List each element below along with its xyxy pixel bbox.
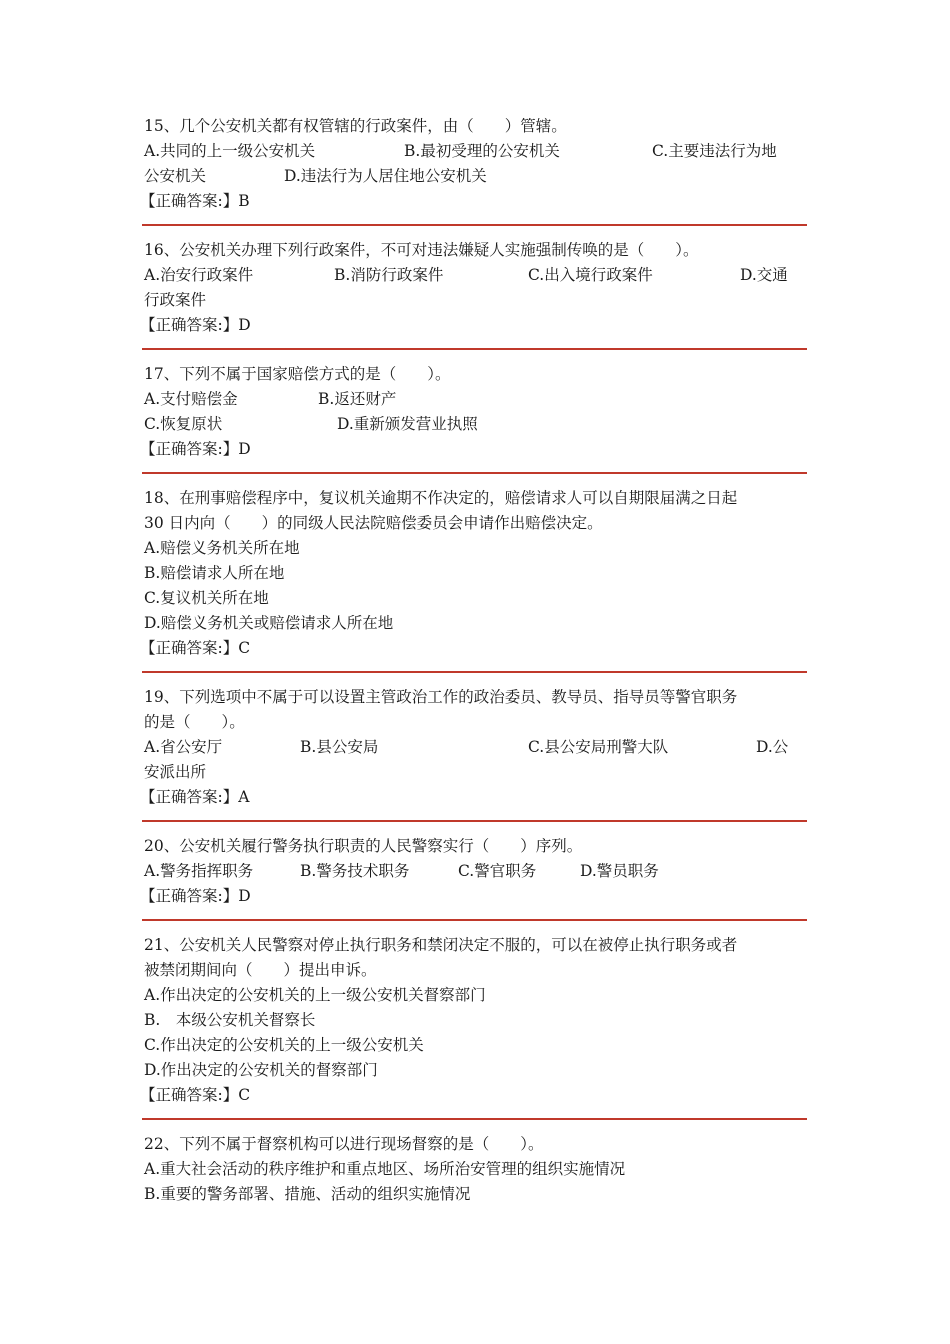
section-divider [142, 224, 807, 226]
answer-value: D [238, 887, 251, 905]
correct-answer [140, 636, 807, 661]
section-divider [142, 1118, 807, 1120]
option-text: D.赔偿义务机关或赔偿请求人所在地 [144, 614, 394, 632]
answer-label: 【正确答案:】 [140, 639, 239, 657]
question-stem: 16、公安机关办理下列行政案件，不可对违法嫌疑人实施强制传唤的是（ ）。 [144, 241, 699, 259]
option-text: D.交通 [740, 266, 788, 284]
question-stem: 17、下列不属于国家赔偿方式的是（ ）。 [144, 365, 451, 383]
option-text: C.作出决定的公安机关的上一级公安机关 [144, 1036, 424, 1054]
section-divider [142, 820, 807, 822]
option-row [144, 561, 807, 586]
option-text: A.作出决定的公安机关的上一级公安机关督察部门 [144, 986, 486, 1004]
question-15 [140, 114, 807, 226]
option-row [144, 859, 807, 884]
option-row [144, 1033, 807, 1058]
option-row [144, 735, 807, 760]
option-text: A.重大社会活动的秩序维护和重点地区、场所治安管理的组织实施情况 [144, 1160, 626, 1178]
question-stem: 22、下列不属于督察机构可以进行现场督察的是（ ）。 [144, 1135, 544, 1153]
option-row [144, 611, 807, 636]
answer-value: C [238, 639, 251, 657]
option-text: D.重新颁发营业执照 [337, 415, 478, 433]
option-row [144, 164, 807, 189]
question-stem: 19、下列选项中不属于可以设置主管政治工作的政治委员、教导员、指导员等警官职务 [144, 688, 738, 706]
question-stem: 被禁闭期间向（ ）提出申诉。 [144, 961, 377, 979]
option-text: A.赔偿义务机关所在地 [144, 539, 300, 557]
answer-value: A [238, 788, 250, 806]
question-17 [140, 362, 807, 474]
answer-label: 【正确答案:】 [140, 192, 239, 210]
option-text: A.支付赔偿金 [144, 390, 238, 408]
answer-label: 【正确答案:】 [140, 316, 239, 334]
option-text: 行政案件 [144, 291, 207, 309]
option-text: A.省公安厅 [144, 738, 223, 756]
correct-answer [140, 884, 807, 909]
section-divider [142, 348, 807, 350]
question-19 [140, 685, 807, 822]
option-row [144, 263, 807, 288]
option-text: B.返还财产 [318, 390, 397, 408]
option-text: 安派出所 [144, 763, 207, 781]
section-divider [142, 472, 807, 474]
option-text: B. 本级公安机关督察长 [144, 1011, 316, 1029]
option-row [144, 412, 807, 437]
question-16 [140, 238, 807, 350]
correct-answer [140, 313, 807, 338]
option-row [144, 1058, 807, 1083]
option-row [144, 983, 807, 1008]
option-text: A.警务指挥职务 [144, 862, 254, 880]
option-text: C.县公安局刑警大队 [528, 738, 669, 756]
answer-label: 【正确答案:】 [140, 440, 239, 458]
answer-value: D [238, 316, 251, 334]
answer-label: 【正确答案:】 [140, 887, 239, 905]
question-stem: 的是（ ）。 [144, 713, 245, 731]
option-text: C.复议机关所在地 [144, 589, 269, 607]
option-text: A.共同的上一级公安机关 [144, 142, 316, 160]
correct-answer [140, 437, 807, 462]
option-row [144, 139, 807, 164]
option-row [144, 1182, 807, 1207]
option-row [144, 586, 807, 611]
correct-answer [140, 1083, 807, 1108]
answer-label: 【正确答案:】 [140, 1086, 239, 1104]
question-stem: 30 日内向（ ）的同级人民法院赔偿委员会申请作出赔偿决定。 [144, 514, 603, 532]
option-row [144, 1157, 807, 1182]
section-divider [142, 919, 807, 921]
option-text: C.恢复原状 [144, 415, 223, 433]
question-stem: 20、公安机关履行警务执行职责的人民警察实行（ ）序列。 [144, 837, 583, 855]
section-divider [142, 671, 807, 673]
question-18 [140, 486, 807, 673]
option-row [144, 288, 807, 313]
option-text: B.最初受理的公安机关 [404, 142, 560, 160]
option-row [144, 760, 807, 785]
option-text: D.违法行为人居住地公安机关 [284, 167, 487, 185]
question-stem: 15、几个公安机关都有权管辖的行政案件，由（ ）管辖。 [144, 117, 567, 135]
option-text: A.治安行政案件 [144, 266, 254, 284]
question-stem: 21、公安机关人民警察对停止执行职务和禁闭决定不服的，可以在被停止执行职务或者 [144, 936, 738, 954]
question-22 [144, 1132, 807, 1207]
option-row [144, 1008, 807, 1033]
correct-answer [140, 785, 807, 810]
question-list [140, 114, 807, 1207]
question-stem: 18、在刑事赔偿程序中，复议机关逾期不作决定的，赔偿请求人可以自期限届满之日起 [144, 489, 738, 507]
option-text: B.县公安局 [300, 738, 379, 756]
question-20 [140, 834, 807, 921]
answer-label: 【正确答案:】 [140, 788, 239, 806]
correct-answer [140, 189, 807, 214]
option-text: B.赔偿请求人所在地 [144, 564, 285, 582]
option-row [144, 387, 807, 412]
option-text: C.警官职务 [458, 862, 537, 880]
option-text: B.消防行政案件 [334, 266, 444, 284]
option-text: B.警务技术职务 [300, 862, 410, 880]
option-text: C.主要违法行为地 [652, 142, 777, 160]
option-text: D.作出决定的公安机关的督察部门 [144, 1061, 378, 1079]
answer-value: D [238, 440, 251, 458]
option-text: 公安机关 [144, 167, 207, 185]
answer-value: C [238, 1086, 251, 1104]
option-text: D.警员职务 [580, 862, 659, 880]
option-text: C.出入境行政案件 [528, 266, 653, 284]
option-row [144, 536, 807, 561]
option-text: D.公 [756, 738, 789, 756]
question-21 [140, 933, 807, 1120]
answer-value: B [238, 192, 250, 210]
option-text: B.重要的警务部署、措施、活动的组织实施情况 [144, 1185, 471, 1203]
